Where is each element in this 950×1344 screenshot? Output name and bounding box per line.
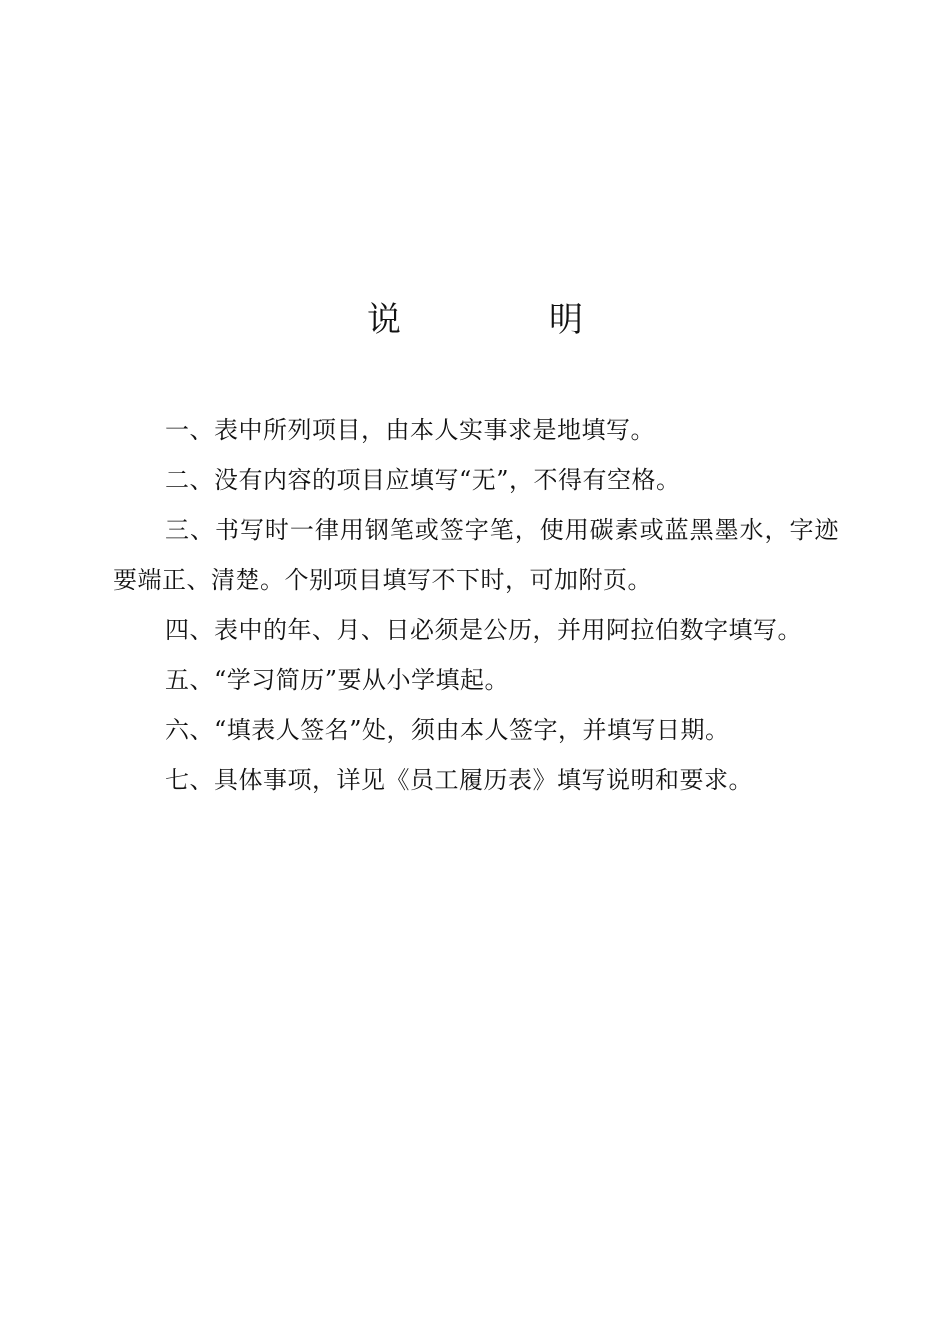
instruction-item-7: 七、具体事项，详见《员工履历表》填写说明和要求。 <box>165 766 753 794</box>
instruction-item-4: 四、表中的年、月、日必须是公历，并用阿拉伯数字填写。 <box>165 616 802 644</box>
title-char-1: 说 <box>367 300 401 340</box>
instruction-item-3: 三、书写时一律用钢笔或签字笔，使用碳素或蓝黑墨水，字迹要端正、清楚。个别项目填写不下时，可加附页。 <box>113 516 839 594</box>
instruction-item-2: 二、没有内容的项目应填写“无”，不得有空格。 <box>165 466 681 494</box>
instruction-item-5: 五、“学习简历”要从小学填起。 <box>165 666 510 694</box>
page-title <box>0 296 950 344</box>
instruction-item-1: 一、表中所列项目，由本人实事求是地填写。 <box>165 416 655 444</box>
instruction-item-6: 六、“填表人签名”处，须由本人签字，并填写日期。 <box>165 716 730 744</box>
title-char-2: 明 <box>549 300 583 340</box>
instructions-list <box>113 405 839 805</box>
